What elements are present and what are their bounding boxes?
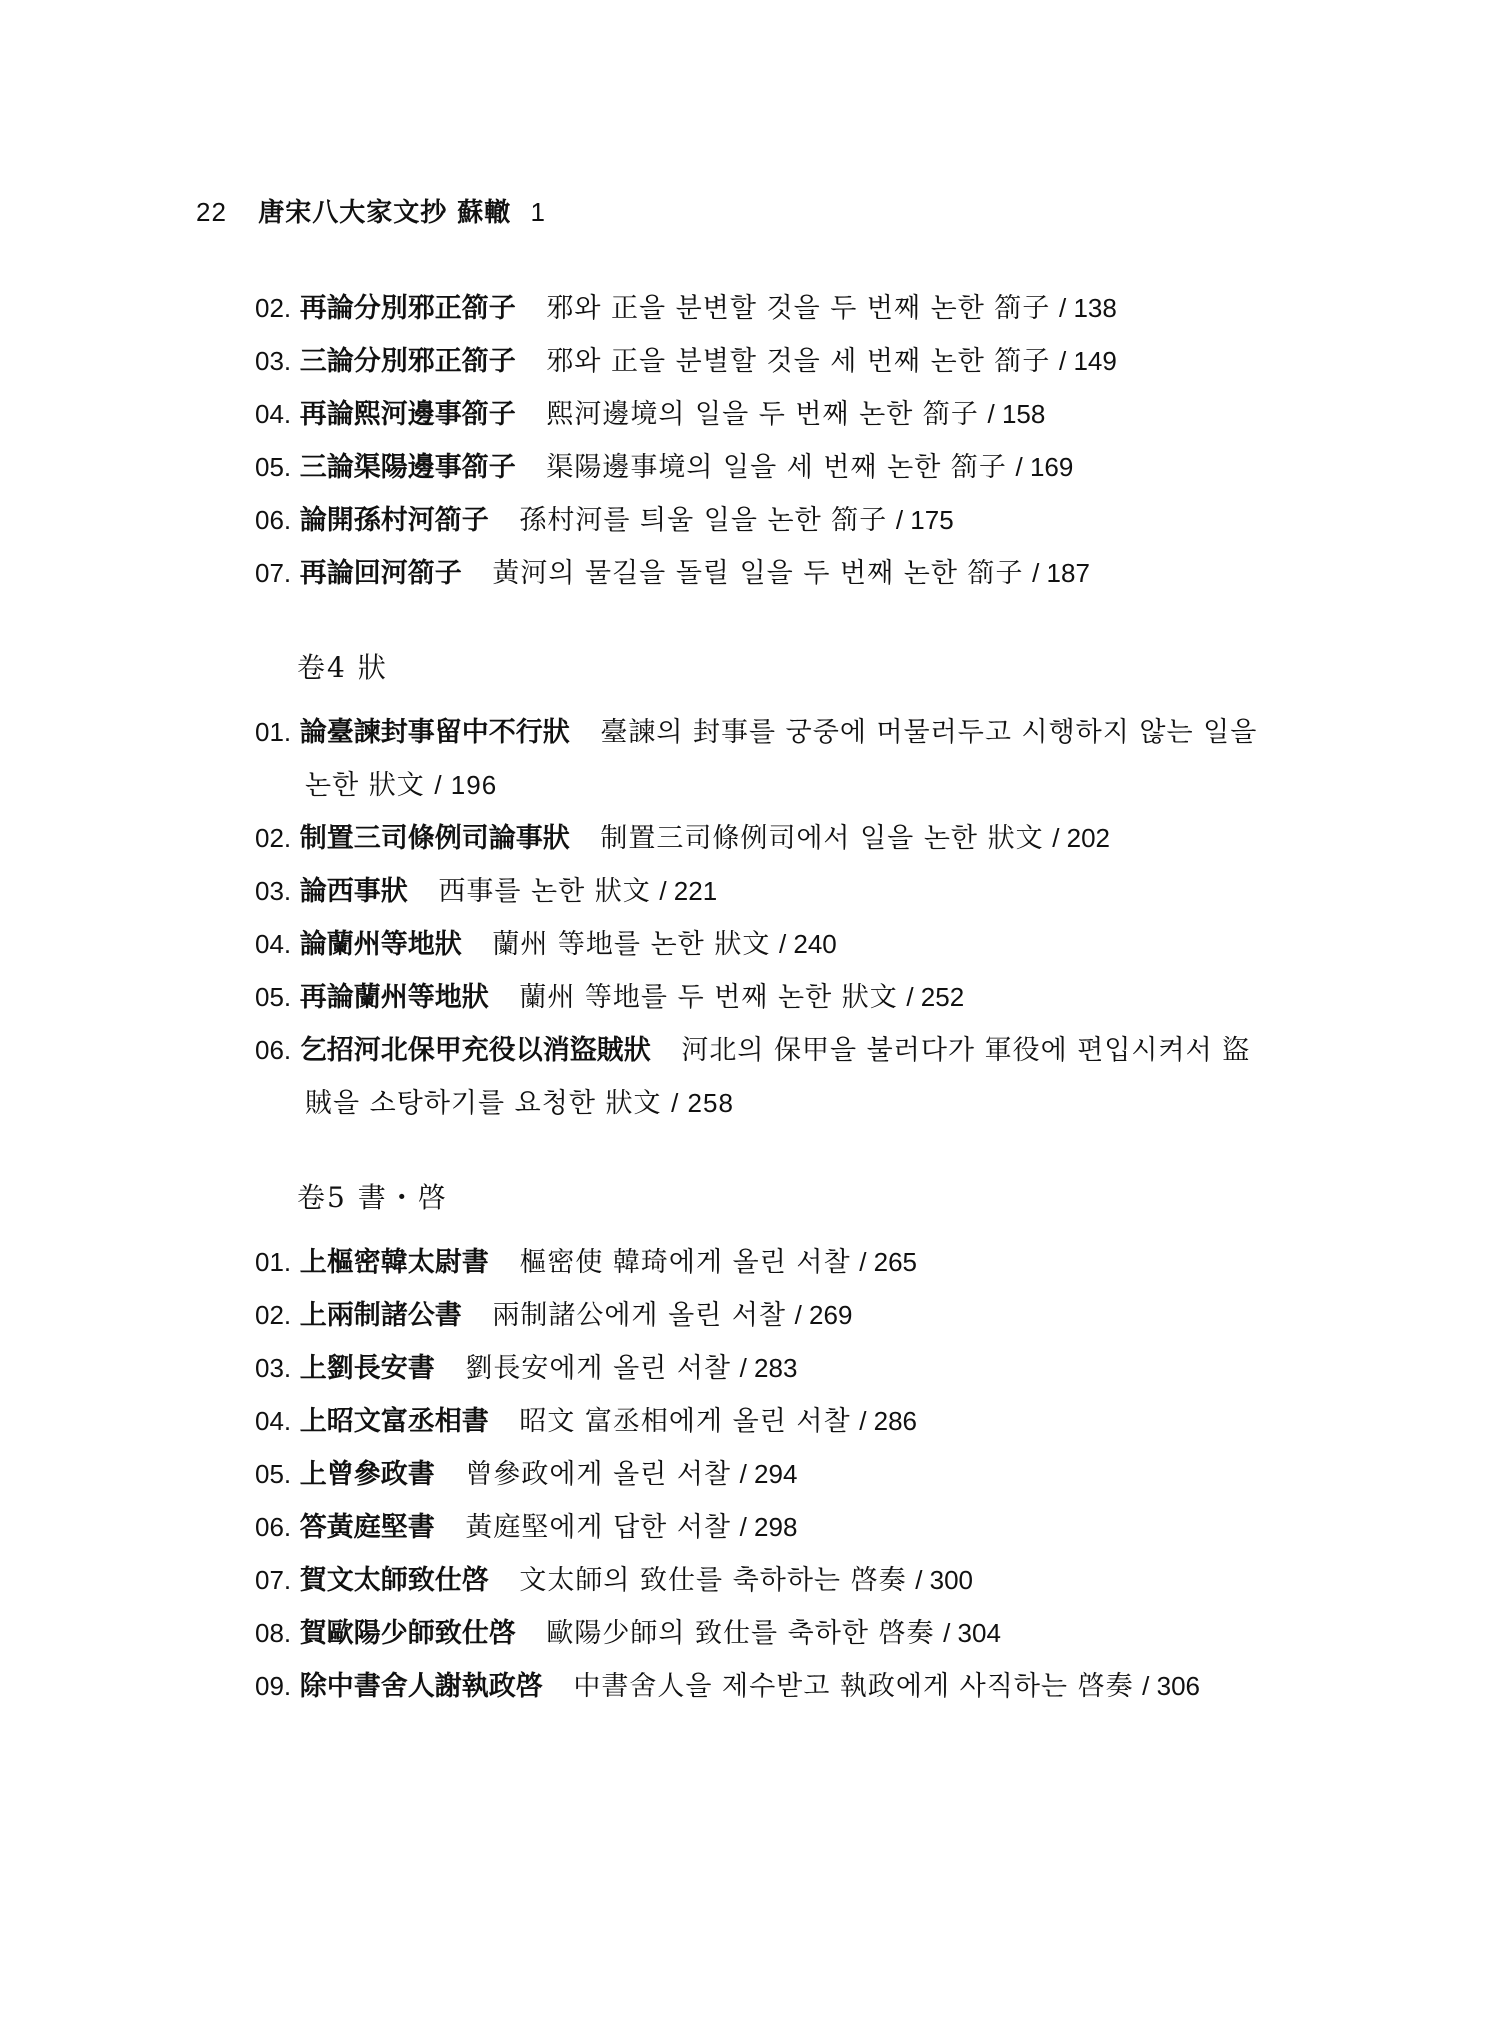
entry-description-cont: 논한 狀文 [305, 770, 425, 801]
entry-page: / 175 [895, 505, 954, 535]
entry-description: 西事를 논한 狀文 [438, 876, 651, 907]
entry-page: / 252 [906, 982, 965, 1012]
entry-number: 01. [255, 1247, 292, 1277]
entry-title: 乞招河北保甲充役以消盜賊狀 [299, 1035, 651, 1066]
entry-number: 04. [255, 1406, 292, 1436]
entry-number: 06. [255, 505, 292, 535]
entry-description: 曾參政에게 올린 서찰 [465, 1459, 732, 1490]
entry-page: / 149 [1059, 346, 1117, 376]
entry-page: / 269 [794, 1300, 853, 1330]
toc-entry [255, 706, 1275, 812]
entry-page: / 196 [434, 770, 498, 800]
entry-description: 文太師의 致仕를 축하하는 啓奏 [519, 1565, 907, 1596]
entry-number: 07. [255, 1565, 292, 1595]
entry-number: 03. [255, 346, 292, 376]
entry-page: / 169 [1015, 452, 1074, 482]
running-head [196, 192, 546, 229]
entry-description: 邪와 正을 분별할 것을 세 번째 논한 箚子 [546, 346, 1051, 377]
toc-entry [255, 1554, 1275, 1607]
entry-description: 中書舍人을 제수받고 執政에게 사직하는 啓奏 [573, 1671, 1134, 1702]
entry-description: 蘭州 等地를 두 번째 논한 狀文 [519, 982, 898, 1013]
entry-description: 臺諫의 封事를 궁중에 머물러두고 시행하지 않는 일을 [600, 717, 1258, 748]
entry-description: 渠陽邊事境의 일을 세 번째 논한 箚子 [546, 452, 1007, 483]
volume-number: 1 [530, 197, 546, 227]
entry-number: 05. [255, 452, 292, 482]
page-number: 22 [196, 197, 227, 227]
entry-title: 論開孫村河箚子 [299, 505, 489, 536]
entry-page: / 187 [1032, 558, 1090, 588]
entry-title: 論臺諫封事留中不行狀 [299, 717, 570, 748]
entry-description: 河北의 保甲을 불러다가 軍役에 편입시켜서 盜 [681, 1035, 1251, 1066]
entry-title: 上樞密韓太尉書 [299, 1247, 489, 1278]
entry-title: 再論蘭州等地狀 [299, 982, 489, 1013]
entry-page: / 294 [739, 1459, 798, 1489]
toc-entry [255, 1024, 1275, 1130]
entry-page: / 300 [915, 1565, 974, 1595]
entry-number: 02. [255, 1300, 292, 1330]
entry-number: 03. [255, 1353, 292, 1383]
entry-number: 01. [255, 717, 292, 747]
entry-page: / 158 [987, 399, 1046, 429]
toc-entry [255, 1236, 1275, 1289]
entry-title: 上曾參政書 [299, 1459, 435, 1490]
entry-title: 論西事狀 [299, 876, 408, 907]
entry-title: 再論熙河邊事箚子 [299, 399, 516, 430]
entry-title: 上兩制諸公書 [299, 1300, 462, 1331]
table-of-contents [255, 282, 1275, 1713]
entry-number: 06. [255, 1035, 292, 1065]
entry-page: / 306 [1142, 1671, 1200, 1701]
entry-page: / 283 [739, 1353, 798, 1383]
toc-entry [255, 1607, 1275, 1660]
entry-description: 黃河의 물길을 돌릴 일을 두 번째 논한 箚子 [492, 558, 1024, 589]
section-heading-4: 卷4 狀 [297, 651, 388, 684]
toc-entry [255, 388, 1275, 441]
entry-number: 05. [255, 1459, 292, 1489]
entry-number: 02. [255, 823, 292, 853]
section-heading-5: 卷5 書・啓 [297, 1181, 448, 1214]
entry-number: 08. [255, 1618, 292, 1648]
entry-title: 再論分別邪正箚子 [299, 293, 516, 324]
entry-page: / 240 [778, 929, 837, 959]
entry-description: 熙河邊境의 일을 두 번째 논한 箚子 [546, 399, 979, 430]
entry-description: 制置三司條例司에서 일을 논한 狀文 [600, 823, 1044, 854]
toc-entry [255, 1342, 1275, 1395]
entry-number: 02. [255, 293, 292, 323]
entry-page: / 221 [659, 876, 718, 906]
entry-number: 03. [255, 876, 292, 906]
entry-title: 上劉長安書 [299, 1353, 435, 1384]
entry-description: 蘭州 等地를 논한 狀文 [492, 929, 771, 960]
toc-entry [255, 1395, 1275, 1448]
entry-number: 04. [255, 929, 292, 959]
book-title: 唐宋八大家文抄 蘇轍 [258, 198, 512, 228]
toc-entry [255, 1289, 1275, 1342]
entry-title: 制置三司條例司論事狀 [299, 823, 570, 854]
entry-description: 劉長安에게 올린 서찰 [465, 1353, 732, 1384]
toc-entry [255, 812, 1275, 865]
toc-entry [255, 1448, 1275, 1501]
toc-entry [255, 918, 1275, 971]
toc-entry [255, 865, 1275, 918]
entry-description: 黃庭堅에게 답한 서찰 [465, 1512, 732, 1543]
entry-page: / 265 [859, 1247, 918, 1277]
entry-number: 05. [255, 982, 292, 1012]
toc-entry [255, 335, 1275, 388]
entry-title: 再論回河箚子 [299, 558, 462, 589]
entry-description: 樞密使 韓琦에게 올린 서찰 [519, 1247, 851, 1278]
entry-title: 論蘭州等地狀 [299, 929, 462, 960]
entry-description: 孫村河를 틔울 일을 논한 箚子 [519, 505, 888, 536]
entry-title: 賀文太師致仕啓 [299, 1565, 489, 1596]
toc-entry [255, 547, 1275, 600]
entry-description: 兩制諸公에게 올린 서찰 [492, 1300, 787, 1331]
entry-continuation [255, 759, 1275, 812]
entry-number: 04. [255, 399, 292, 429]
entry-description: 邪와 正을 분변할 것을 두 번째 논한 箚子 [546, 293, 1051, 324]
entry-description-cont: 賊을 소탕하기를 요청한 狀文 [305, 1088, 662, 1119]
toc-entry [255, 971, 1275, 1024]
entry-title: 賀歐陽少師致仕啓 [299, 1618, 516, 1649]
entry-page: / 258 [671, 1088, 734, 1118]
entry-page: / 138 [1059, 293, 1117, 323]
entry-title: 除中書舍人謝執政啓 [299, 1671, 543, 1702]
entry-number: 07. [255, 558, 292, 588]
toc-entry [255, 1660, 1275, 1713]
toc-entry [255, 441, 1275, 494]
toc-entry [255, 282, 1275, 335]
entry-continuation [255, 1077, 1275, 1130]
entry-title: 答黃庭堅書 [299, 1512, 435, 1543]
entry-number: 09. [255, 1671, 292, 1701]
entry-description: 歐陽少師의 致仕를 축하한 啓奏 [546, 1618, 935, 1649]
entry-page: / 202 [1052, 823, 1111, 853]
entry-description: 昭文 富丞相에게 올린 서찰 [519, 1406, 851, 1437]
toc-entry [255, 494, 1275, 547]
entry-page: / 286 [859, 1406, 918, 1436]
entry-page: / 304 [943, 1618, 1001, 1648]
entry-title: 上昭文富丞相書 [299, 1406, 489, 1437]
entry-number: 06. [255, 1512, 292, 1542]
entry-title: 三論渠陽邊事箚子 [299, 452, 516, 483]
toc-entry [255, 1501, 1275, 1554]
entry-title: 三論分別邪正箚子 [299, 346, 516, 377]
entry-page: / 298 [739, 1512, 798, 1542]
